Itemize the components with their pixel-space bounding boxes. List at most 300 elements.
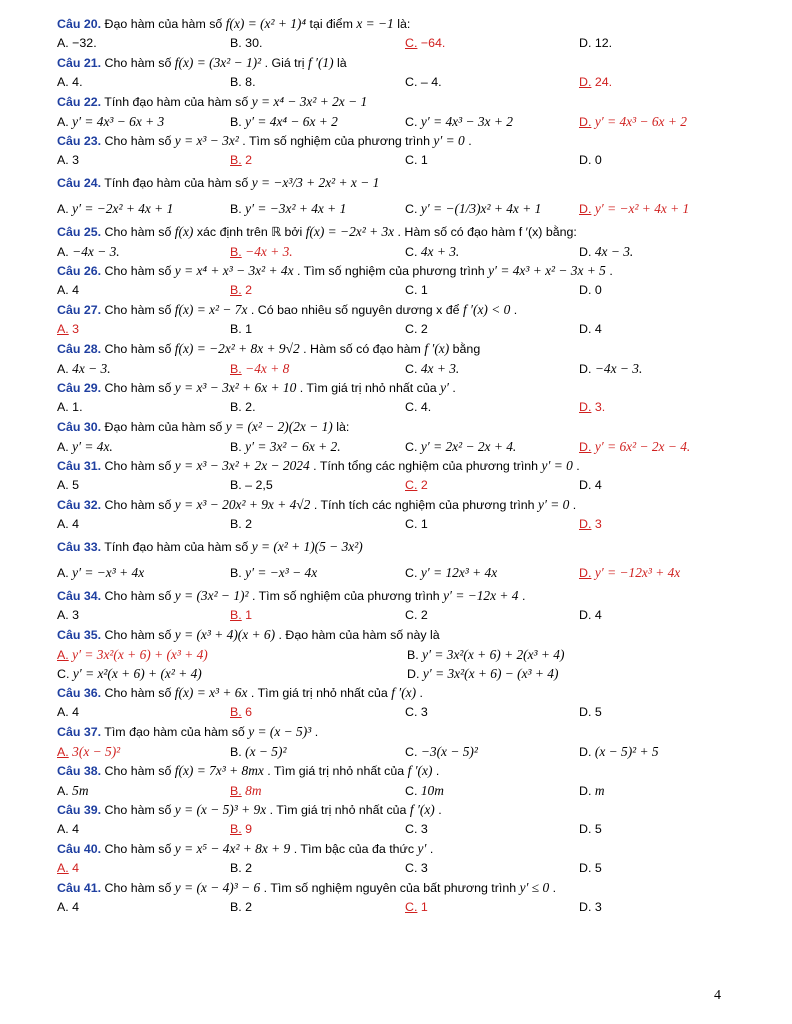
option-letter: A. xyxy=(57,36,69,50)
option-letter: B. xyxy=(230,75,242,89)
question-formula: f(x) xyxy=(174,224,194,239)
option-text: 5 xyxy=(72,478,80,492)
question-stem xyxy=(57,339,747,359)
option-letter: B. xyxy=(230,36,242,50)
option-b[interactable] xyxy=(230,320,252,339)
question-block xyxy=(57,456,747,495)
question-formula: f ′(x) xyxy=(409,802,435,817)
option-c-correct[interactable] xyxy=(405,898,428,917)
option-letter: B. xyxy=(230,478,242,492)
option-c[interactable] xyxy=(405,242,459,262)
option-b[interactable] xyxy=(230,398,256,417)
question-block xyxy=(57,92,747,131)
option-b[interactable] xyxy=(230,742,286,762)
question-block xyxy=(57,222,747,261)
option-text: – 2,5 xyxy=(245,478,273,492)
option-d-correct[interactable] xyxy=(579,560,680,586)
option-b[interactable] xyxy=(230,34,262,53)
option-letter: C. xyxy=(405,822,418,836)
option-c[interactable] xyxy=(405,281,428,300)
question-number: Câu 22. xyxy=(57,95,102,109)
option-d[interactable] xyxy=(579,359,642,379)
question-block xyxy=(57,417,747,456)
option-letter: D. xyxy=(579,705,592,719)
option-d[interactable] xyxy=(579,281,602,300)
option-a[interactable] xyxy=(57,281,79,300)
option-text: y′ = −(1/3)x² + 4x + 1 xyxy=(420,201,542,216)
option-c[interactable] xyxy=(405,859,428,878)
option-letter: A. xyxy=(57,478,69,492)
option-b-correct[interactable] xyxy=(230,820,252,839)
option-text: 5 xyxy=(594,861,602,875)
question-block xyxy=(57,131,747,170)
option-text: 2 xyxy=(245,153,253,167)
option-d[interactable] xyxy=(579,606,602,625)
question-formula: f(x) = x³ + 6x xyxy=(174,685,248,700)
question-stem xyxy=(57,378,747,398)
option-a-correct[interactable] xyxy=(57,645,208,665)
question-stem xyxy=(57,92,747,112)
option-letter: A. xyxy=(57,861,69,875)
option-c[interactable] xyxy=(405,560,497,586)
question-text: . Tìm số nghiệm của phương trình xyxy=(296,264,485,278)
option-text: −4x − 3. xyxy=(594,361,643,376)
option-letter: D. xyxy=(579,202,592,216)
question-text: Cho hàm số xyxy=(104,842,172,856)
option-text: 3 xyxy=(420,822,428,836)
option-a[interactable] xyxy=(57,242,120,262)
option-b-correct[interactable] xyxy=(230,606,252,625)
question-text: Cho hàm số xyxy=(104,56,172,70)
question-number: Câu 31. xyxy=(57,459,102,473)
option-text: 4 xyxy=(72,517,80,531)
option-letter: B. xyxy=(230,822,242,836)
question-number: Câu 37. xyxy=(57,725,102,739)
question-text: bằng xyxy=(452,342,481,356)
options-row xyxy=(57,437,747,456)
option-b[interactable] xyxy=(230,859,252,878)
option-c[interactable] xyxy=(405,398,431,417)
option-letter: B. xyxy=(230,115,242,129)
question-text: Cho hàm số xyxy=(104,628,172,642)
option-text: y′ = 12x³ + 4x xyxy=(420,565,498,580)
option-letter: D. xyxy=(579,900,592,914)
question-stem xyxy=(57,878,747,898)
option-d[interactable] xyxy=(579,859,602,878)
option-letter: C. xyxy=(405,517,418,531)
question-text: . Tìm giá trị nhỏ nhất của xyxy=(267,764,405,778)
option-d-correct[interactable] xyxy=(579,112,687,132)
option-text: 2. xyxy=(245,400,256,414)
question-formula: y′ = 0 xyxy=(433,133,465,148)
option-a[interactable] xyxy=(57,560,144,586)
option-letter: B. xyxy=(230,861,242,875)
question-text: Cho hàm số xyxy=(104,881,172,895)
option-a[interactable] xyxy=(57,437,113,457)
option-letter: D. xyxy=(407,667,420,681)
option-text: 4x + 3. xyxy=(420,361,460,376)
question-stem xyxy=(57,495,747,515)
question-number: Câu 32. xyxy=(57,498,102,512)
question-text: là: xyxy=(336,420,350,434)
question-block xyxy=(57,378,747,417)
option-a[interactable] xyxy=(57,820,79,839)
option-c-correct[interactable] xyxy=(405,34,445,53)
option-letter: D. xyxy=(579,362,592,376)
option-b-correct[interactable] xyxy=(230,281,252,300)
option-c[interactable] xyxy=(405,742,478,762)
question-formula: y = (x − 5)³ + 9x xyxy=(174,802,267,817)
option-text: 24. xyxy=(594,75,613,89)
question-number: Câu 29. xyxy=(57,381,102,395)
question-formula: y = (3x² − 1)² xyxy=(174,588,249,603)
option-letter: A. xyxy=(57,400,69,414)
question-text: Cho hàm số xyxy=(104,225,172,239)
option-a[interactable] xyxy=(57,703,79,722)
option-a[interactable] xyxy=(57,606,79,625)
option-a-correct[interactable] xyxy=(57,859,79,878)
option-text: 3 xyxy=(594,900,602,914)
option-letter: A. xyxy=(57,705,69,719)
option-c[interactable] xyxy=(405,196,541,222)
option-a-correct[interactable] xyxy=(57,320,79,339)
question-formula: f ′(x) xyxy=(424,341,450,356)
option-text: 3 xyxy=(72,322,80,336)
question-block xyxy=(57,722,747,761)
option-d-correct[interactable] xyxy=(579,437,690,457)
option-text: 1 xyxy=(245,322,253,336)
question-text: . Tìm số nghiệm của phương trình xyxy=(251,589,440,603)
question-text: Tính đạo hàm của hàm số xyxy=(104,176,249,190)
question-text: là xyxy=(337,56,347,70)
option-text: y′ = −2x² + 4x + 1 xyxy=(72,201,174,216)
question-number: Câu 39. xyxy=(57,803,102,817)
option-letter: C. xyxy=(405,202,418,216)
question-list xyxy=(57,14,747,917)
option-letter: C. xyxy=(405,705,418,719)
option-text: 2 xyxy=(245,861,253,875)
option-c[interactable] xyxy=(405,73,442,92)
option-b-correct[interactable] xyxy=(230,359,289,379)
option-d[interactable] xyxy=(579,320,602,339)
option-b-correct[interactable] xyxy=(230,781,262,801)
question-text: . xyxy=(609,264,613,278)
option-letter: C. xyxy=(405,322,418,336)
option-c[interactable] xyxy=(57,664,202,684)
question-text: . xyxy=(552,881,557,895)
question-number: Câu 38. xyxy=(57,764,102,778)
question-formula: f ′(x) xyxy=(391,685,417,700)
question-text: . Tìm số nghiệm nguyên của bất phương trình xyxy=(263,881,517,895)
option-c[interactable] xyxy=(405,359,459,379)
options-row xyxy=(57,196,747,222)
question-text: . Hàm số có đạo hàm xyxy=(303,342,421,356)
option-a[interactable] xyxy=(57,781,89,801)
option-letter: D. xyxy=(579,478,592,492)
question-formula: y = −x³/3 + 2x² + x − 1 xyxy=(251,175,380,190)
option-a[interactable] xyxy=(57,73,83,92)
question-formula: f ′(x) < 0 xyxy=(462,302,511,317)
question-stem xyxy=(57,586,747,606)
option-letter: A. xyxy=(57,566,69,580)
options-row xyxy=(57,359,747,378)
option-a[interactable] xyxy=(57,359,111,379)
option-a[interactable] xyxy=(57,151,79,170)
option-letter: D. xyxy=(579,283,592,297)
option-c[interactable] xyxy=(405,703,428,722)
option-d[interactable] xyxy=(407,664,558,684)
question-stem xyxy=(57,131,747,151)
option-d[interactable] xyxy=(579,242,633,262)
question-stem xyxy=(57,683,747,703)
question-formula: y = x⁴ − 3x² + 2x − 1 xyxy=(251,94,368,109)
option-text: 5 xyxy=(594,705,602,719)
question-formula: y = x³ − 3x² xyxy=(174,133,239,148)
question-stem xyxy=(57,534,747,560)
option-a[interactable] xyxy=(57,398,83,417)
option-b[interactable] xyxy=(230,112,338,132)
option-letter: C. xyxy=(405,245,418,259)
option-a[interactable] xyxy=(57,112,164,132)
option-c[interactable] xyxy=(405,820,428,839)
question-formula: y = (x² − 2)(2x − 1) xyxy=(225,419,333,434)
question-text: . Tính tích các nghiệm của phương trình xyxy=(313,498,535,512)
option-b[interactable] xyxy=(230,73,256,92)
option-text: y′ = 3x²(x + 6) + (x³ + 4) xyxy=(72,647,208,662)
option-text: 3(x − 5)² xyxy=(72,744,121,759)
question-text: xác định trên ℝ bởi xyxy=(196,225,303,239)
option-text: y′ = −x³ + 4x xyxy=(72,565,145,580)
option-d[interactable] xyxy=(579,898,602,917)
option-letter: C. xyxy=(405,36,418,50)
option-text: 4. xyxy=(420,400,432,414)
option-text: 4 xyxy=(72,900,80,914)
option-letter: C. xyxy=(405,283,418,297)
question-text: Cho hàm số xyxy=(104,342,172,356)
option-text: 4 xyxy=(594,322,602,336)
option-d[interactable] xyxy=(579,703,602,722)
question-block xyxy=(57,170,747,222)
option-letter: A. xyxy=(57,440,69,454)
option-letter: D. xyxy=(579,822,592,836)
option-d-correct[interactable] xyxy=(579,515,602,534)
question-block xyxy=(57,339,747,378)
option-d[interactable] xyxy=(579,34,612,53)
question-stem xyxy=(57,261,747,281)
option-letter: D. xyxy=(579,245,592,259)
option-letter: A. xyxy=(57,784,69,798)
question-text: . xyxy=(435,764,440,778)
option-c[interactable] xyxy=(405,320,428,339)
options-row xyxy=(57,34,747,53)
question-stem xyxy=(57,625,747,645)
question-formula: y′ = −12x + 4 xyxy=(443,588,519,603)
option-text: 8m xyxy=(245,783,262,798)
option-letter: C. xyxy=(57,667,70,681)
option-letter: B. xyxy=(230,440,242,454)
option-text: 10m xyxy=(420,783,444,798)
option-text: y′ = −3x² + 4x + 1 xyxy=(245,201,347,216)
option-letter: D. xyxy=(579,115,592,129)
option-letter: C. xyxy=(405,745,418,759)
option-a-correct[interactable] xyxy=(57,742,120,762)
option-c[interactable] xyxy=(405,112,513,132)
option-a[interactable] xyxy=(57,34,97,53)
option-d-correct[interactable] xyxy=(579,196,689,222)
question-stem xyxy=(57,53,747,73)
option-b-correct[interactable] xyxy=(230,242,293,262)
option-c[interactable] xyxy=(405,151,428,170)
option-text: 4 xyxy=(72,283,80,297)
question-text: . Tìm giá trị nhỏ nhất của xyxy=(269,803,407,817)
question-number: Câu 25. xyxy=(57,225,102,239)
option-text: −32. xyxy=(72,36,97,50)
option-text: 4 xyxy=(594,608,602,622)
option-text: 2 xyxy=(420,478,428,492)
question-number: Câu 20. xyxy=(57,17,102,31)
option-letter: A. xyxy=(57,322,69,336)
option-b-correct[interactable] xyxy=(230,703,252,722)
option-text: 4 xyxy=(72,861,80,875)
option-b[interactable] xyxy=(230,196,346,222)
option-text: 4x − 3. xyxy=(72,361,111,376)
option-text: y′ = 3x²(x + 6) + 2(x³ + 4) xyxy=(422,647,565,662)
options-row xyxy=(57,664,747,683)
question-text: . Tìm giá trị nhỏ nhất của xyxy=(299,381,437,395)
option-a[interactable] xyxy=(57,196,173,222)
option-letter: D. xyxy=(579,153,592,167)
option-b[interactable] xyxy=(230,476,273,495)
option-letter: B. xyxy=(230,400,242,414)
option-letter: A. xyxy=(57,362,69,376)
question-text: . xyxy=(468,134,472,148)
option-text: 3. xyxy=(594,400,606,414)
option-d-correct[interactable] xyxy=(579,398,605,417)
option-text: −4x + 3. xyxy=(245,244,293,259)
option-a[interactable] xyxy=(57,898,79,917)
option-c[interactable] xyxy=(405,515,428,534)
question-text: Cho hàm số xyxy=(104,803,172,817)
question-number: Câu 35. xyxy=(57,628,102,642)
option-text: −3(x − 5)² xyxy=(420,744,478,759)
option-a[interactable] xyxy=(57,515,79,534)
option-letter: B. xyxy=(230,245,242,259)
option-b[interactable] xyxy=(230,437,341,457)
option-c[interactable] xyxy=(405,606,428,625)
question-number: Câu 33. xyxy=(57,540,102,554)
question-block xyxy=(57,53,747,92)
option-b[interactable] xyxy=(407,645,564,665)
option-letter: C. xyxy=(405,608,418,622)
question-number: Câu 23. xyxy=(57,134,102,148)
question-text: Tính đạo hàm của hàm số xyxy=(104,540,249,554)
option-text: y′ = 4x³ − 6x + 2 xyxy=(594,114,687,129)
option-letter: A. xyxy=(57,745,69,759)
option-letter: A. xyxy=(57,648,69,662)
option-text: 2 xyxy=(420,322,428,336)
options-row xyxy=(57,781,747,800)
option-b-correct[interactable] xyxy=(230,151,252,170)
options-row xyxy=(57,73,747,92)
question-stem xyxy=(57,761,747,781)
question-formula: f(x) = 7x³ + 8mx xyxy=(174,763,264,778)
option-d[interactable] xyxy=(579,742,659,762)
question-block xyxy=(57,586,747,625)
option-text: 1 xyxy=(245,608,253,622)
question-formula: y = (x − 4)³ − 6 xyxy=(174,880,261,895)
question-number: Câu 27. xyxy=(57,303,102,317)
question-formula: y′ xyxy=(440,380,449,395)
option-letter: B. xyxy=(230,283,242,297)
question-text: . Đạo hàm của hàm số này là xyxy=(278,628,440,642)
question-formula: y = (x² + 1)(5 − 3x²) xyxy=(251,539,363,554)
question-block xyxy=(57,878,747,917)
option-letter: B. xyxy=(230,566,242,580)
question-formula: y′ xyxy=(417,841,427,856)
option-c-correct[interactable] xyxy=(405,476,428,495)
question-text: . xyxy=(314,725,319,739)
option-letter: A. xyxy=(57,608,69,622)
option-text: y′ = −x³ − 4x xyxy=(245,565,318,580)
question-block xyxy=(57,839,747,878)
option-text: 1 xyxy=(420,900,428,914)
question-stem xyxy=(57,222,747,242)
option-text: 3 xyxy=(594,517,602,531)
question-formula: y = (x − 5)³ xyxy=(248,724,312,739)
option-d[interactable] xyxy=(579,476,602,495)
option-a[interactable] xyxy=(57,476,79,495)
option-c[interactable] xyxy=(405,437,516,457)
question-text: . Tìm bậc của đa thức xyxy=(293,842,415,856)
question-formula: y = (x³ + 4)(x + 6) xyxy=(174,627,276,642)
option-b[interactable] xyxy=(230,560,317,586)
question-text: Cho hàm số xyxy=(104,686,172,700)
option-letter: B. xyxy=(230,608,242,622)
question-text: . Hàm số có đạo hàm f ′(x) bằng: xyxy=(397,225,577,239)
option-d[interactable] xyxy=(579,151,602,170)
question-number: Câu 26. xyxy=(57,264,102,278)
option-letter: A. xyxy=(57,115,69,129)
option-c[interactable] xyxy=(405,781,444,801)
question-text: . xyxy=(438,803,442,817)
option-text: 4. xyxy=(72,75,83,89)
option-text: 9 xyxy=(245,822,253,836)
question-formula: f(x) = (x² + 1)⁴ xyxy=(225,16,307,31)
option-d[interactable] xyxy=(579,820,602,839)
question-formula: f(x) = −2x² + 8x + 9√2 xyxy=(174,341,300,356)
option-d[interactable] xyxy=(579,781,605,801)
option-letter: A. xyxy=(57,202,69,216)
option-letter: D. xyxy=(579,566,592,580)
options-row xyxy=(57,645,747,664)
question-formula: f(x) = x² − 7x xyxy=(174,302,248,317)
option-d-correct[interactable] xyxy=(579,73,612,92)
option-text: y′ = 4x³ − 3x + 2 xyxy=(420,114,513,129)
option-letter: D. xyxy=(579,400,592,414)
option-b[interactable] xyxy=(230,898,252,917)
option-text: m xyxy=(594,783,605,798)
option-b[interactable] xyxy=(230,515,252,534)
question-formula: f ′(x) xyxy=(407,763,433,778)
option-text: 8. xyxy=(245,75,256,89)
question-text: . xyxy=(419,686,423,700)
question-stem xyxy=(57,14,747,34)
question-text: . Giá trị xyxy=(264,56,305,70)
option-text: 3 xyxy=(72,608,80,622)
option-letter: C. xyxy=(405,153,418,167)
question-block xyxy=(57,300,747,339)
question-block xyxy=(57,625,747,683)
